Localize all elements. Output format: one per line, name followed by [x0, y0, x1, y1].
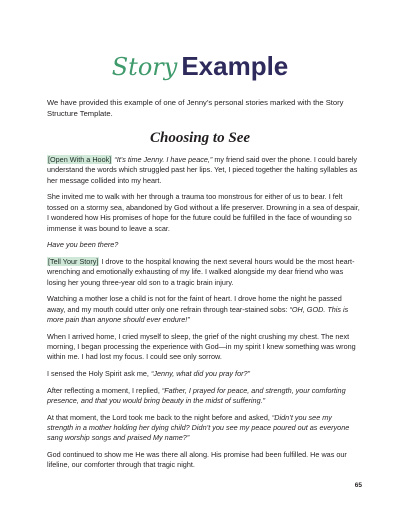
paragraph-text: I drove to the hospital knowing the next several hours would be the most heart-wrenching and emotionally exhausting of my life. I walked alongside my dear friend who was losing her young three-year old son to a tragic brain injury.	[47, 256, 355, 287]
quote: “Father, I prayed for peace, and strength, your comforting presence, and that you would bring beauty in the midst of suffering.”	[47, 385, 346, 406]
paragraph-3: Have you been there?	[47, 240, 119, 250]
quote: “Didn’t you see my strength in a mother holding her dying child? Didn’t you see my peace poured out as everyone sang worship songs and praised My name?”	[47, 412, 350, 443]
paragraph-text: my friend said over the phone. I could barely understand the words which struggled past her lips. Yet, I pieced together the halting syllables as her message collided into my heart.	[47, 155, 358, 185]
intro-paragraph: We have provided this example of one of Jenny’s personal stories marked with the Story Structure Template.	[47, 98, 344, 118]
tag-open-with-hook: [Open With a Hook]	[48, 155, 112, 164]
story-body	[47, 155, 360, 477]
paragraph-5	[47, 294, 360, 325]
paragraph-9	[47, 413, 360, 444]
paragraph-text: Watching a mother lose a child is not for the faint of heart. I drove home the night he passed away, and my mouth could utter only one refrain through tear-stained sobs:	[47, 294, 342, 314]
paragraph-8	[47, 386, 360, 407]
quote: “Jenny, what did you pray for?”	[150, 369, 250, 379]
title-script-word: Story	[111, 53, 178, 81]
paragraph-10: God continued to show me He was there all along. His promise had been fulfilled. He was our lifeline, our comforter through that tragic night.	[47, 450, 347, 470]
paragraph-1	[47, 155, 360, 186]
quote: “It’s time Jenny. I have peace,”	[114, 155, 213, 164]
paragraph-text: At that moment, the Lord took me back to the night before and asked,	[47, 412, 272, 422]
paragraph-6: When I arrived home, I cried myself to sleep, the grief of the night crushing my chest. The next morning, I began processing the experience with God—in my spirit I knew something was wrong within me. I had lost my focus. I could see only sorrow.	[47, 331, 356, 362]
paragraph-text: After reflecting a moment, I replied,	[47, 385, 162, 395]
paragraph-4	[47, 257, 360, 288]
tag-tell-your-story: [Tell Your Story]	[48, 256, 99, 266]
paragraph-text: I sensed the Holy Spirit ask me,	[47, 369, 151, 379]
title-main-word: Example	[181, 51, 289, 81]
paragraph-2: She invited me to walk with her through a trauma too monstrous for either of us to bear. I felt tossed on a stormy sea, abandoned by God without a life preserver. Drowning in a sea of despair, I wondered how His promises of hope for the future could be fulfilled in the face of wounding so immense it was bound to leave a scar.	[47, 192, 360, 233]
story-title: Choosing to See	[149, 130, 251, 146]
page-number: 65	[354, 482, 362, 489]
paragraph-7	[47, 369, 360, 379]
quote: “OH, GOD. This is more pain than anyone should ever endure!”	[47, 304, 349, 325]
page-title	[0, 50, 400, 83]
